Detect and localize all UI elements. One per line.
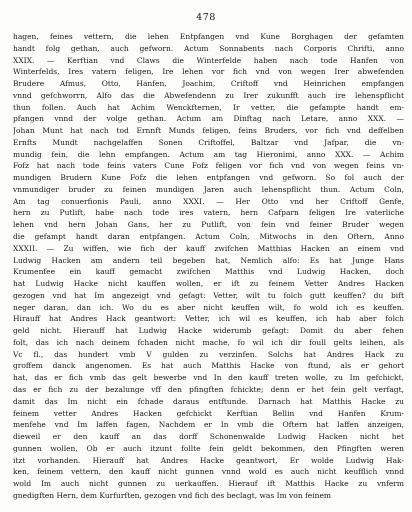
text-line: ken, feinem vettern, den kauff nicht gunnen vnnd wold es auch nicht keufflich vnnd — [13, 467, 404, 477]
text-line: damit das Im nicht ein fchade daraus entftunde. Darnach hat Matthis Hacke zu — [13, 396, 404, 406]
text-line: gnedigften Hern, dem Kurfurften, gezogen vnd fich des beclagt, was Im von feinem — [13, 490, 332, 500]
text-line: Ludwig Hacken am andern teil begeben hat, Nemlich alfo: Es hat Junge Hans — [13, 255, 404, 265]
text-line: Brudere Afmus, Otto, Hanfen, Joachim, Criftoff vnd Heinrichen empfangen — [13, 79, 404, 89]
text-line: dieweil er den kauff an das dorff Schonenwalde Ludwig Hacken nicht het — [13, 432, 404, 442]
text-line: feinem vetter Andres Hacken gefchickt Kerftian Bellin vnd Hanfen Krum- — [13, 408, 404, 418]
text-line: groffem danck angenomen. Es hat auch Matthis Hacke von ftund, als er gehort — [13, 361, 404, 371]
text-line: hat, das er fich vmb das gelt bewerbe vnd In den kauff treten wolle, zu Im gefchickt, — [13, 373, 404, 383]
text-line: Ernfts Mundt nachgelaffen Sonen Criftoffel, Baltzar vnd Jafpar, die vn- — [13, 137, 404, 147]
text-line: hern zu Putlift, habe nach tode ires vatern, hern Cafparn feligen Ire vaterliche — [13, 208, 404, 218]
text-line: thun follen. Auch hat Achim Wenckfternen, Ir vetter, die gefampte handt em- — [13, 102, 404, 112]
text-line: Winterfelds, Ires vatern feligen, Ire lehen vor fich vnd von wegen Irer abwefenden — [13, 67, 404, 77]
text-line: folt, das ich nach deinem fchaden nicht mache, fo wil ich dir foull gelts leihen, als — [13, 337, 404, 347]
text-line: die gefampt handt daran entpfangen. Actum Coln, Mitwochs in den Oftern, Anno — [13, 232, 404, 242]
text-line: Hirauff hat Andres Hack geantwort: Vetter, ich wil es keuffen, ich hab aber folch — [13, 314, 404, 324]
text-line: gunnen wollen, Ob er auch itzunt follte fein geldt bekommen, den Pfingften weren — [13, 443, 404, 453]
text-line: mundig fein, die lehn empfangen. Actum am tag Hieronimi, anno XXX. — Achim — [13, 149, 404, 159]
text-line: das er fich zu der bezalunge vff den pfingften fchickte; denn er het fein gelt verfagt, — [13, 384, 404, 394]
text-line: Fofz hat nach tode feins vaters Cune Fofz feligen vor fich vnd von wegen feins vn- — [13, 161, 404, 171]
text-line: vnnd gefchworrn, Alfo das die Abwefendenn zu Irer zukunfft auch ire lehenspflicht — [13, 90, 404, 100]
text-line: lehen vnd hern Johan Gans, her zu Putlift, von fein vnd feiner Bruder wegen — [13, 220, 404, 230]
text-line: menfehe vnd Im laffen fagen, Nachdem er In vmb die Oftern hat laffen anzeigen, — [13, 420, 404, 430]
text-line: Johan Munt hat nach tod Ernnft Munds feligen, feins Bruders, vor fich vnd deffelben — [13, 126, 404, 136]
text-line: Krumenfee ein kauff gemacht zwifchen Matthis vnd Ludwig Hacken, doch — [13, 267, 404, 277]
text-line: vnmundiger bruder zu feinen mundigen Jaren auch lehenspflicht thun. Actum Coln, — [13, 184, 404, 194]
text-line: XXIX. — Kerftian vnd Claws die Winterfelde haben nach tode Hanfen von — [13, 55, 404, 65]
body-text — [13, 31, 404, 502]
text-line: gezogen vnd hat Im angezeigt vnd gefagt: Vetter, wilt tu folch gutt keuffen? du bift — [13, 290, 404, 300]
text-line: pfangen vnnd der volge gethan. Actum am Dinftag nach Letare, anno XXX. — — [13, 114, 404, 124]
text-line: geld nicht. Hierauff hat Ludwig Hacke widerumb gefagt: Domit du aber fehen — [13, 326, 404, 336]
text-line: neger daran, dan ich. Wo du es aber nicht keuffen wilt, fo wold ich es keuffen. — [13, 302, 404, 312]
text-line: Vc fl., das hundert vmb V gulden zu verzinfen. Solchs hat Andres Hack zu — [13, 349, 404, 359]
text-line: itzt vorhanden. Hierauff hat Andres Hacke geantwort, Er wolde Ludwig Hak- — [13, 455, 404, 465]
text-line: mundigen Brudern Kune Fofz die lehen entpfangen vnd gefworn. So fol auch der — [13, 173, 404, 183]
text-line: Am tag conuerfionis Pauli, anno XXXI. — Her Otto vnd her Criftoff Genfe, — [13, 196, 404, 206]
text-line: handt folg gethan, auch gefworn. Actum Sonnabents nach Corporis Chrifti, anno — [13, 43, 404, 53]
text-line: wold Im auch nicht gunnen zu uerkauffen. Hierauf ift Matthis Hacke zu vnferm — [13, 479, 404, 489]
text-line: hagen, feines vettern, die lehen Entpfangen vnd Kune Borghagen der gefamten — [13, 32, 404, 41]
page-number: 478 — [196, 12, 216, 23]
text-line: hat Ludwig Hacke nicht kauffen wollen, er ift zu feinem Vetter Andres Hacken — [13, 279, 404, 289]
text-line: XXXII. — Zu wiffen, wie fich der kauff zwifchen Matthias Hacken an einem vnd — [13, 243, 404, 253]
